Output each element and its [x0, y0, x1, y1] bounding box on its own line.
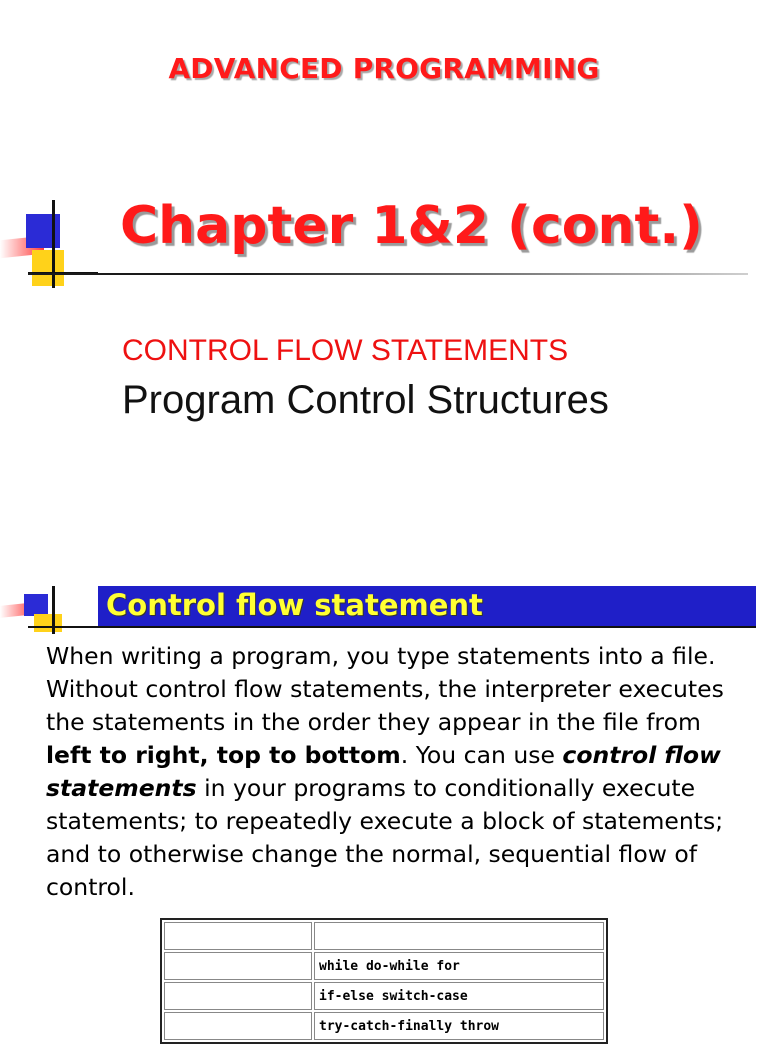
course-title: ADVANCED PROGRAMMING [168, 52, 600, 85]
section-divider [28, 626, 756, 628]
table-cell: if-else switch-case [314, 982, 604, 1010]
table-cell [314, 922, 604, 950]
title-divider [28, 273, 748, 275]
decorative-squares-graphic [0, 200, 100, 295]
paragraph-bold-phrase: left to right, top to bottom [46, 741, 401, 769]
table-cell: while do-while for [314, 952, 604, 980]
table-row [164, 922, 604, 950]
subtitle-control-flow: CONTROL FLOW STATEMENTS [122, 334, 569, 367]
control-structures-table [160, 918, 608, 1044]
body-paragraph [46, 640, 746, 904]
paragraph-text-1: When writing a program, you type statements into a file. Without control flow statements, the interpreter executes the statements in the order they appear in the file from [46, 642, 724, 736]
table-cell [164, 952, 312, 980]
table-cell: try-catch-finally throw [314, 1012, 604, 1040]
table-row [164, 952, 604, 980]
section-heading: Control flow statement [106, 588, 483, 622]
paragraph-emphasis: control flow statements [46, 741, 721, 802]
paragraph-text-2: . You can use [400, 741, 563, 769]
paragraph-text-3: in your programs to conditionally execute statements; to repeatedly execute a block of statements; and to otherwise change the normal, sequential flow of control. [46, 774, 724, 901]
subtitle-program-control: Program Control Structures [122, 378, 609, 422]
chapter-title: Chapter 1&2 (cont.) [120, 196, 703, 256]
table-cell [164, 982, 312, 1010]
table-row [164, 982, 604, 1010]
decorative-squares-graphic-small [0, 584, 100, 636]
table-row [164, 1012, 604, 1040]
table-cell [164, 1012, 312, 1040]
table-cell [164, 922, 312, 950]
